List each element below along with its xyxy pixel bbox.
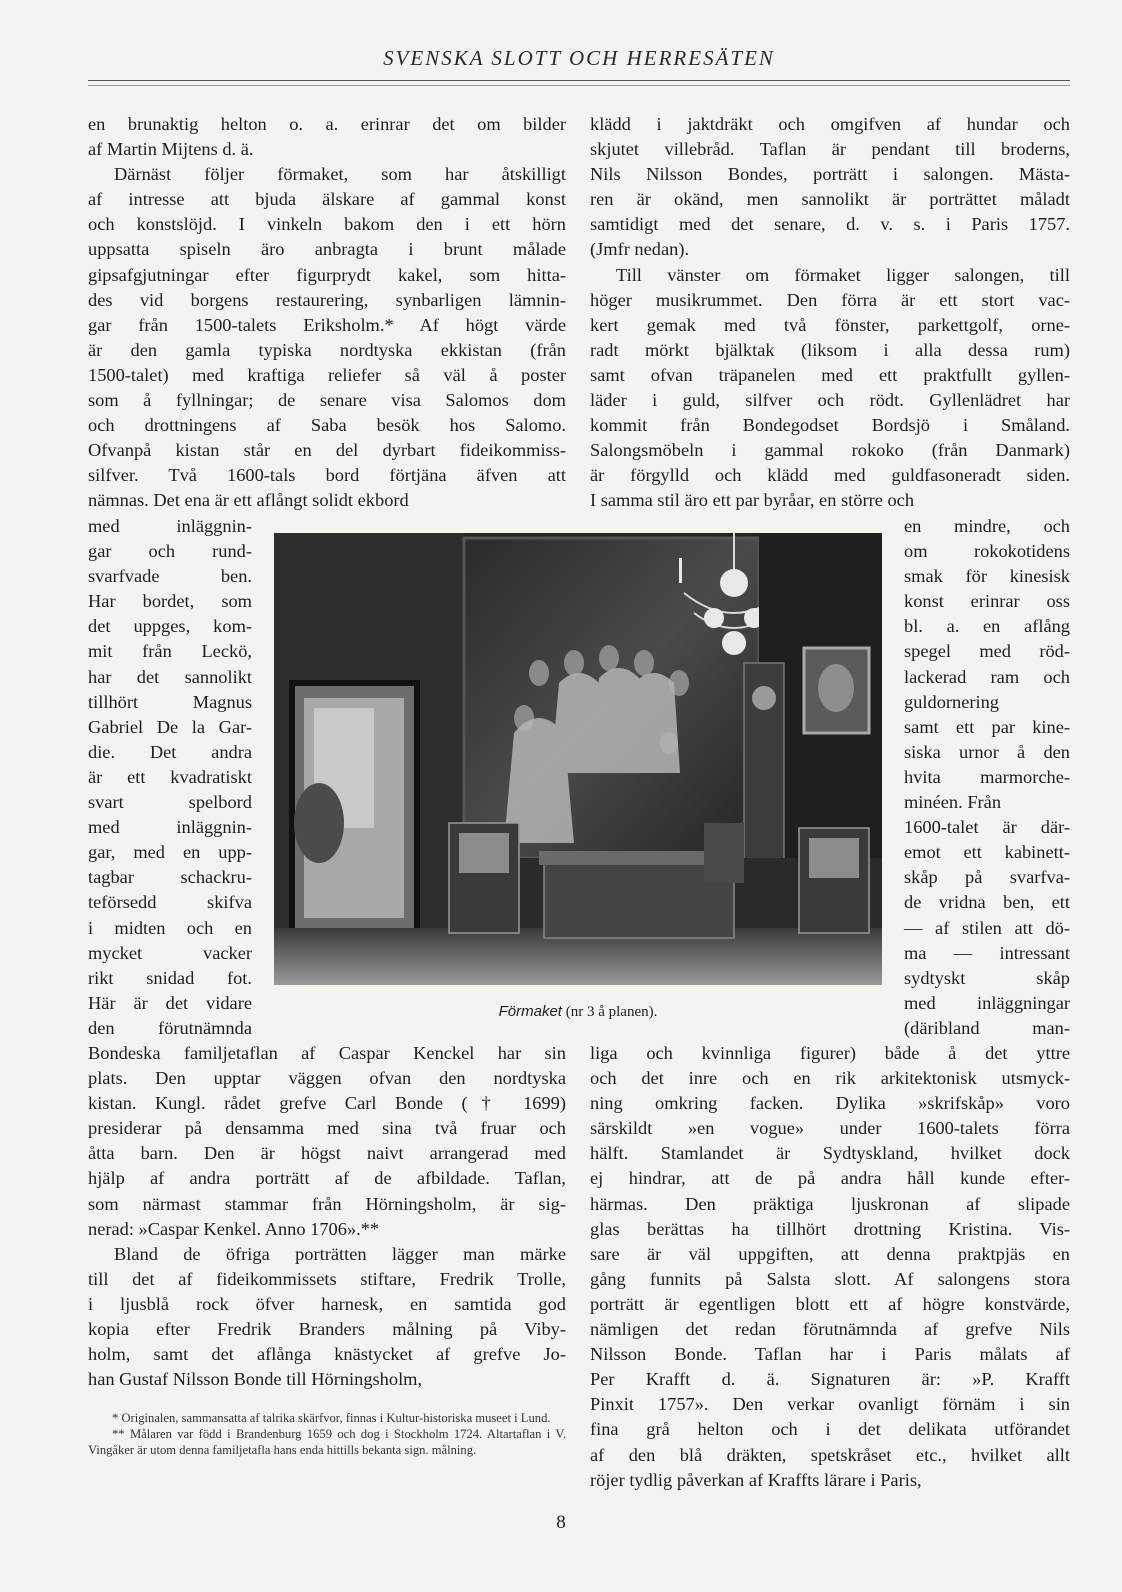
text-line: skjutet villebråd. Taflan är pendant till broderns,: [590, 139, 1070, 160]
text-line: svart spelbord: [88, 792, 252, 813]
text-line: en mindre, och: [904, 516, 1070, 536]
text-line: särskildt »en vogue» under 1600-talets förra: [590, 1118, 1070, 1139]
text-line: ma — intressant: [904, 942, 1070, 963]
text-line: porträtt är egentligen blott ett af högre konstvärde,: [590, 1293, 1070, 1314]
text-line: Ofvanpå kistan står en del dyrbart fideikommiss-: [88, 440, 566, 461]
text-line: är ett kvadratiskt: [88, 766, 252, 787]
text-line: liga och kvinnliga figurer) både å det yttre: [590, 1043, 1070, 1063]
text-line: mit från Leckö,: [88, 641, 252, 662]
text-line: härmas. Den präktiga ljuskronan af slipade: [590, 1193, 1070, 1214]
text-line: samt ett par kine-: [904, 716, 1070, 737]
text-line: Därnäst följer förmaket, som har åtskilligt: [114, 164, 566, 185]
text-line: ej hindrar, att de på andra håll kunde efter-: [590, 1168, 1070, 1189]
text-line: och drottningens af Saba besök hos Salomo.: [88, 415, 566, 436]
text-line: konst erinrar oss: [904, 591, 1070, 612]
text-line: lackerad ram och: [904, 666, 1070, 687]
text-line: samtidigt med det senare, d. v. s. i Paris 1757.: [590, 214, 1070, 235]
text-line: glas berättas ha tillhört drottning Kristina. Vis-: [590, 1218, 1070, 1239]
text-line: har det sannolikt: [88, 666, 252, 687]
text-line: smak för kinesisk: [904, 566, 1070, 587]
page-number: 8: [556, 1512, 566, 1533]
running-header: SVENSKA SLOTT OCH HERRESÄTEN: [383, 46, 775, 70]
text-line: Pinxit 1757». Den verkar ovanligt förnäm i sin: [590, 1394, 1070, 1415]
text-line: sydtyskt skåp: [904, 967, 1070, 988]
text-line: röjer tydlig påverkan af Kraffts lärare i Paris,: [590, 1469, 922, 1490]
text-line: hjälp af andra porträtt af de afbildade. Taflan,: [88, 1168, 566, 1189]
text-line: 1600-talet är där-: [904, 817, 1070, 838]
text-line: minéen. Från: [904, 792, 1002, 813]
text-line: om rokokotidens: [904, 541, 1070, 562]
header-rule: [88, 80, 1070, 81]
text-line: gar från 1500-talets Eriksholm.* Af högt värde: [88, 314, 566, 335]
text-line: guldornering: [904, 691, 999, 712]
text-line: Salongsmöbeln i gammal rokoko (från Danmark): [590, 440, 1070, 461]
text-line: (Jmfr nedan).: [590, 239, 690, 260]
text-line: Bland de öfriga porträtten lägger man märke: [114, 1243, 566, 1264]
text-line: 1500-talet) med kraftiga reliefer så väl å poster: [88, 364, 566, 385]
text-line: kert gemak med två fönster, parkettgolf, orne-: [590, 314, 1070, 335]
text-line: han Gustaf Nilsson Bonde till Hörningsholm,: [88, 1369, 423, 1390]
text-line: af Martin Mijtens d. ä.: [88, 139, 254, 160]
text-line: — af stilen att dö-: [904, 917, 1070, 938]
text-line: nämnas. Det ena är ett aflångt solidt ekbord: [88, 490, 409, 511]
text-line: den förutnämnda: [88, 1017, 252, 1038]
text-line: samt ofvan träpanelen med ett praktfullt gyllen-: [590, 364, 1070, 385]
text-line: (däribland man-: [904, 1017, 1070, 1038]
left-column-narrow: [88, 514, 252, 1041]
text-line: ning omkring facken. Dylika »skrifskåp» voro: [590, 1093, 1070, 1114]
text-line: af intresse att bjuda älskare af gammal konst: [88, 189, 566, 210]
text-line: gar och rund-: [88, 541, 252, 562]
text-line: gipsafgjutningar efter figurprydt kakel, som hitta-: [88, 264, 566, 285]
text-line: gång funnits på Salsta slott. Af salongens stora: [590, 1268, 1070, 1289]
text-line: med inläggningar: [904, 992, 1070, 1013]
text-line: gar, med en upp-: [88, 842, 252, 863]
text-line: uppsatta spiseln äro anbragta i brunt målade: [88, 239, 566, 260]
header-rule-thin: [88, 85, 1070, 86]
text-line: radt mörkt bjälktak (liksom i alla dessa rum): [590, 339, 1070, 360]
text-line: silfver. Två 1600-tals bord förtjäna äfven att: [88, 465, 566, 486]
text-line: med inläggnin-: [88, 817, 252, 838]
right-column-narrow: [904, 514, 1070, 1041]
left-column-top: [88, 112, 566, 514]
text-line: die. Det andra: [88, 741, 252, 762]
text-line: des vid borgens restaurering, synbarligen lämnin-: [88, 289, 566, 310]
interior-photograph: [274, 533, 882, 985]
text-line: fina grå helton och i det delikata utförandet: [590, 1419, 1070, 1440]
text-line: Har bordet, som: [88, 591, 252, 612]
text-line: spegel med röd-: [904, 641, 1070, 662]
text-line: det uppges, kom-: [88, 616, 252, 637]
text-line: emot ett kabinett-: [904, 842, 1070, 863]
text-line: rikt snidad fot.: [88, 967, 252, 988]
text-line: Bondeska familjetaflan af Caspar Kenckel har sin: [88, 1043, 566, 1063]
text-line: bl. a. en aflång: [904, 616, 1070, 637]
text-line: läder i guld, silfver och rödt. Gyllenlädret har: [590, 390, 1070, 411]
right-column-bottom: [590, 1041, 1070, 1493]
text-line: Här är det vidare: [88, 992, 252, 1013]
text-line: I samma stil äro ett par byråar, en större och: [590, 490, 915, 511]
text-line: plats. Den upptar väggen ofvan den nordtyska: [88, 1068, 566, 1089]
text-line: kopia efter Fredrik Branders målning på Viby-: [88, 1319, 566, 1340]
caption-rest: (nr 3 å planen).: [565, 1004, 658, 1020]
text-line: Gabriel De la Gar-: [88, 716, 252, 737]
text-line: hvita marmorche-: [904, 766, 1070, 787]
text-line: teförsedd skifva: [88, 892, 252, 913]
text-line: tillhört Magnus: [88, 691, 252, 712]
text-line: och det inre och en rik arkitektonisk utsmyck-: [590, 1068, 1070, 1089]
text-line: presiderar på densamma med sina två fruar och: [88, 1118, 566, 1139]
text-line: Per Krafft d. ä. Signaturen är: »P. Krafft: [590, 1369, 1070, 1390]
text-line: klädd i jaktdräkt och omgifven af hundar och: [590, 114, 1070, 134]
text-line: är förgylld och klädd med guldfasoneradt siden.: [590, 465, 1070, 486]
footnotes: [88, 1410, 566, 1459]
text-line: af den blå dräkten, spetskråset etc., hvilket allt: [590, 1444, 1070, 1465]
text-line: de vridna ben, ett: [904, 892, 1070, 913]
text-line: i midten och en: [88, 917, 252, 938]
photo-caption: [274, 1003, 882, 1021]
text-line: nerad: »Caspar Kenkel. Anno 1706».**: [88, 1218, 380, 1239]
caption-title: Förmaket: [498, 1003, 562, 1020]
text-line: som närmast stammar från Hörningsholm, är sig-: [88, 1193, 566, 1214]
footnote-2: ** Målaren var född i Brandenburg 1659 och dog i Stockholm 1724. Altartaflan i V. Vingåker är utom denna familjetafla hans enda hittills bekanta sign. målning.: [88, 1427, 566, 1458]
left-column-bottom: [88, 1041, 566, 1392]
photo-illustration: [274, 533, 882, 985]
text-line: mycket vacker: [88, 942, 252, 963]
text-line: holm, samt det aflånga knästycket af grefve Jo-: [88, 1344, 566, 1365]
text-line: en brunaktig helton o. a. erinrar det om bilder: [88, 114, 566, 134]
footnote-1: * Originalen, sammansatta af talrika skärfvor, finnas i Kultur-historiska museet i Lund.: [112, 1411, 551, 1425]
text-line: ren är okänd, men sannolikt är porträttet måladt: [590, 189, 1070, 210]
text-line: svarfvade ben.: [88, 566, 252, 587]
text-line: kistan. Kungl. rådet grefve Carl Bonde († 1699): [88, 1093, 566, 1114]
text-line: till det af fideikommissets stiftare, Fredrik Trolle,: [88, 1268, 566, 1289]
text-line: tagbar schackru-: [88, 867, 252, 888]
text-line: kommit från Bondegodset Bordsjö i Småland.: [590, 415, 1070, 436]
text-line: siska urnor å den: [904, 741, 1070, 762]
text-line: sare är väl uppgiften, att denna praktpjäs en: [590, 1243, 1070, 1264]
text-line: åtta barn. Den är högst naivt arrangerad med: [88, 1143, 566, 1164]
text-line: nämligen det redan förutnämnda af grefve Nils: [590, 1319, 1070, 1340]
text-line: med inläggnin-: [88, 516, 252, 536]
text-line: Nils Nilsson Bondes, porträtt i salongen. Mästa-: [590, 164, 1070, 185]
text-line: Nilsson Bonde. Taflan har i Paris målats af: [590, 1344, 1070, 1365]
text-line: skåp på svarfva-: [904, 867, 1070, 888]
text-line: Till vänster om förmaket ligger salongen, till: [616, 264, 1070, 285]
text-line: som å fyllningar; de senare visa Salomos dom: [88, 390, 566, 411]
right-column-top: [590, 112, 1070, 514]
text-line: och konstslöjd. I vinkeln bakom den i ett hörn: [88, 214, 566, 235]
text-line: är den gamla typiska nordtyska ekkistan (från: [88, 339, 566, 360]
text-line: hälft. Stamlandet är Sydtyskland, hvilket dock: [590, 1143, 1070, 1164]
text-line: i ljusblå rock öfver harnesk, en samtida god: [88, 1293, 566, 1314]
text-line: höger musikrummet. Den förra är ett stort vac-: [590, 289, 1070, 310]
